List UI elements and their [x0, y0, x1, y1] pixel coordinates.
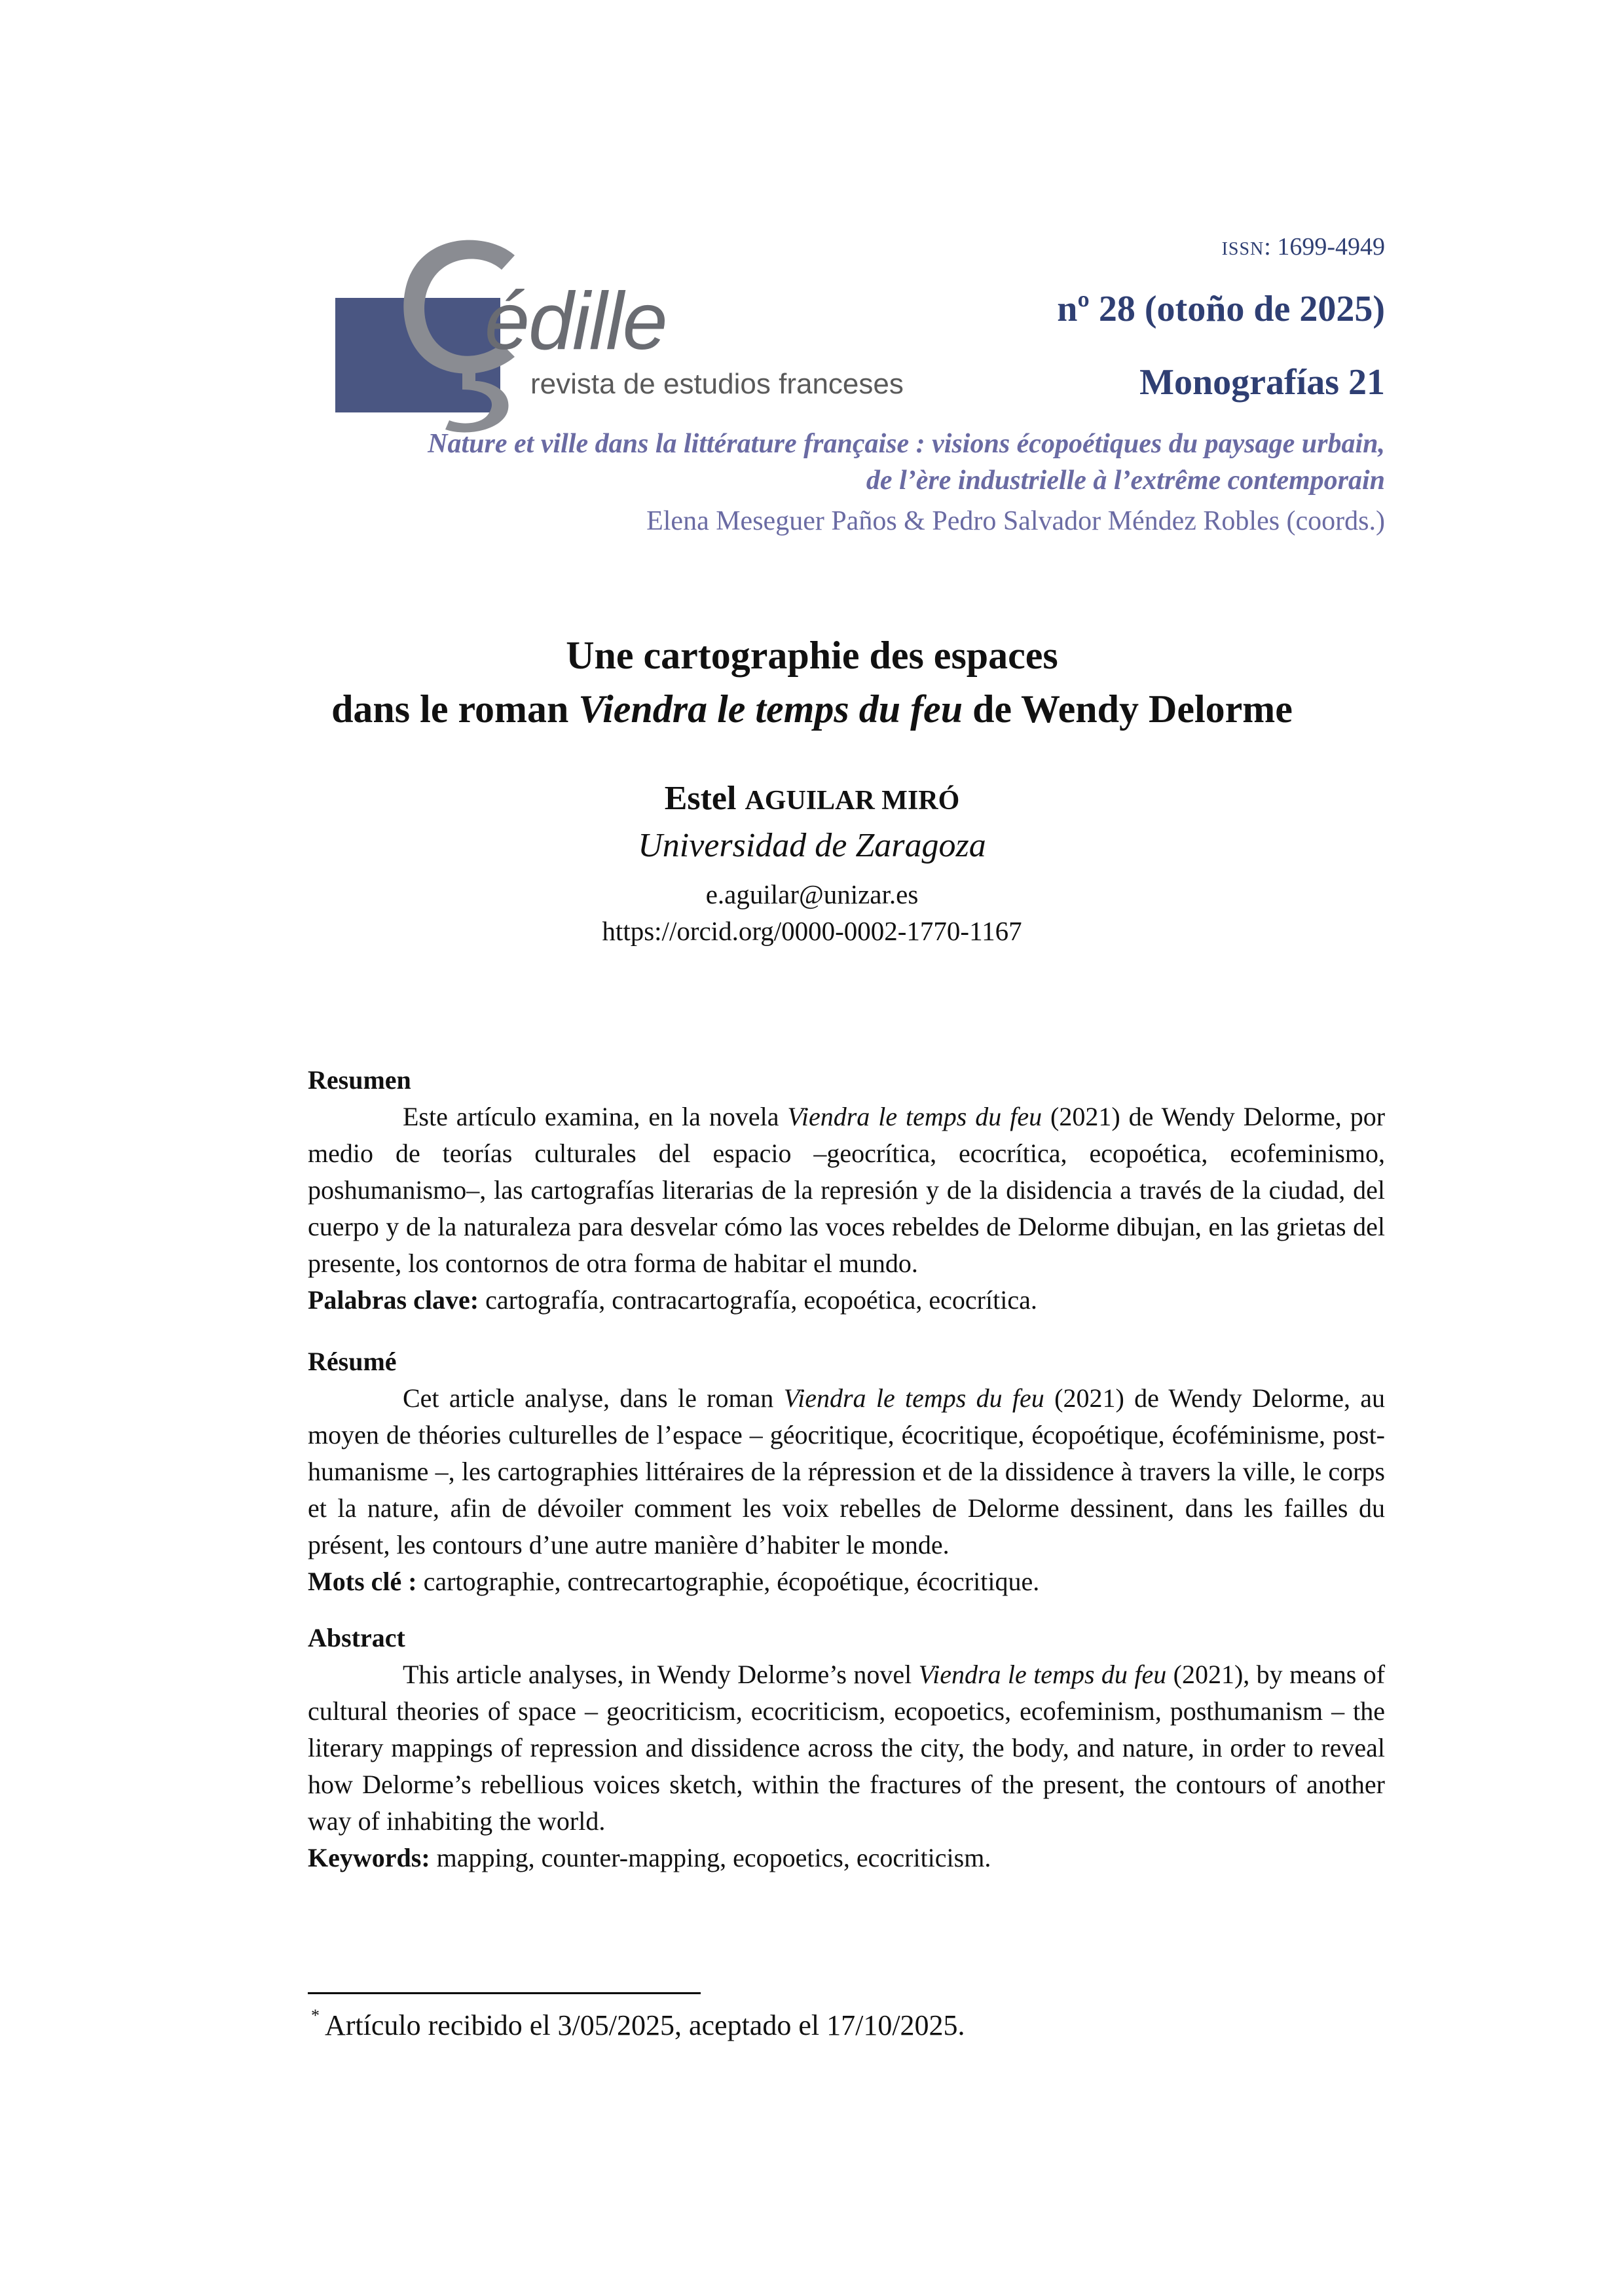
- monograph-title-line1: Nature et ville dans la littérature française : visions écopoétiques du paysage urbain,: [428, 429, 1385, 459]
- article-title: [0, 629, 1624, 736]
- title-line2-post: de Wendy Delorme: [963, 687, 1293, 731]
- footnote-text: Artículo recibido el 3/05/2025, aceptado el 17/10/2025.: [325, 2009, 965, 2041]
- title-line2-pre: dans le roman: [331, 687, 579, 731]
- abstract-body-post: (2021), by means of cultural theories of space – geocriticism, ecocriticism, ecopoetics, ecofeminism, posthumanism – the literary mappings of repression and dissidence across the city, the body, and nature, in order to reveal how Delorme’s rebellious voices sketch, within the fractures of the present, the contours of another way of inhabiting the world.: [308, 1660, 1386, 1836]
- monograph-title: [141, 426, 1385, 499]
- resumen-keywords: [308, 1282, 1385, 1319]
- issn: [1222, 232, 1385, 261]
- resume-heading: Résumé: [308, 1347, 397, 1376]
- footnote-divider: [308, 1992, 701, 1994]
- series-label: Monografías 21: [1139, 362, 1385, 403]
- abstract-body-italic: Viendra le temps du feu: [918, 1660, 1167, 1689]
- abstract-keywords-label: Keywords:: [308, 1843, 430, 1872]
- author-orcid-link[interactable]: https://orcid.org/0000-0002-1770-1167: [602, 916, 1022, 946]
- abstract-heading: Abstract: [308, 1623, 405, 1652]
- issn-label: ISSN: [1221, 239, 1264, 259]
- resume-body: [308, 1380, 1385, 1563]
- title-line2-italic: Viendra le temps du feu: [578, 687, 963, 731]
- resume-section: [308, 1343, 1385, 1600]
- footnote: [311, 2006, 965, 2042]
- issn-value: : 1699-4949: [1264, 233, 1385, 261]
- abstract-keywords: [308, 1840, 1385, 1876]
- author-last-name: AGUILAR MIRÓ: [745, 786, 960, 816]
- resume-body-pre: Cet article analyse, dans le roman: [403, 1383, 784, 1413]
- author-email[interactable]: e.aguilar@unizar.es: [705, 879, 919, 909]
- author-name: [0, 779, 1624, 818]
- resumen-section: [308, 1062, 1385, 1319]
- resume-keywords: [308, 1563, 1385, 1600]
- coordinators: Elena Meseguer Paños & Pedro Salvador Méndez Robles (coords.): [646, 506, 1385, 536]
- resumen-heading: Resumen: [308, 1065, 411, 1095]
- article-title-line1: Une cartographie des espaces: [566, 634, 1058, 677]
- logo-subtitle: revista de estudios franceses: [530, 368, 904, 400]
- abstract-section: [308, 1620, 1385, 1876]
- resumen-body-post: (2021) de Wendy Delorme, por medio de teorías culturales del espacio –geocrítica, ecocrítica, ecopoética, ecofeminismo, poshumanismo–, las cartografías literarias de la represión y de la disidencia a través de la ciudad, del cuerpo y de la naturaleza para desvelar cómo las voces rebeldes de Delorme dibujan, en las grietas del presente, los contornos de otra forma de habitar el mundo.: [308, 1102, 1386, 1278]
- article-title-line2: [0, 682, 1624, 736]
- abstract-keywords-text: mapping, counter-mapping, ecopoetics, ecocriticism.: [430, 1843, 991, 1872]
- abstract-body-pre: This article analyses, in Wendy Delorme’s novel: [403, 1660, 919, 1689]
- resumen-keywords-label: Palabras clave:: [308, 1285, 479, 1315]
- resume-body-post: (2021) de Wendy Delorme, au moyen de théories culturelles de l’espace – géocritique, écocritique, écopoétique, écoféminisme, post-humanisme –, les cartographies littéraires de la répression et de la dissidence à travers la ville, le corps et la nature, afin de dévoiler comment les voix rebelles de Delorme dessinent, dans les failles du présent, les contours d’une autre manière d’habiter le monde.: [308, 1383, 1386, 1559]
- resumen-body-italic: Viendra le temps du feu: [787, 1102, 1043, 1131]
- resume-keywords-text: cartographie, contrecartographie, écopoétique, écocritique.: [416, 1567, 1040, 1596]
- resume-body-italic: Viendra le temps du feu: [783, 1383, 1044, 1413]
- footnote-mark: *: [311, 2006, 320, 2025]
- abstract-body: [308, 1656, 1385, 1840]
- author-affiliation: Universidad de Zaragoza: [638, 827, 986, 864]
- resumen-keywords-text: cartografía, contracartografía, ecopoética, ecocrítica.: [479, 1285, 1037, 1315]
- author-first-name: Estel: [664, 780, 745, 817]
- resume-keywords-label: Mots clé :: [308, 1567, 417, 1596]
- resumen-body: [308, 1099, 1385, 1282]
- issue-number: nº 28 (otoño de 2025): [1057, 289, 1385, 329]
- monograph-title-line2: de l’ère industrielle à l’extrême contemporain: [866, 465, 1385, 496]
- resumen-body-pre: Este artículo examina, en la novela: [403, 1102, 788, 1131]
- logo-wordmark: édille: [485, 276, 667, 367]
